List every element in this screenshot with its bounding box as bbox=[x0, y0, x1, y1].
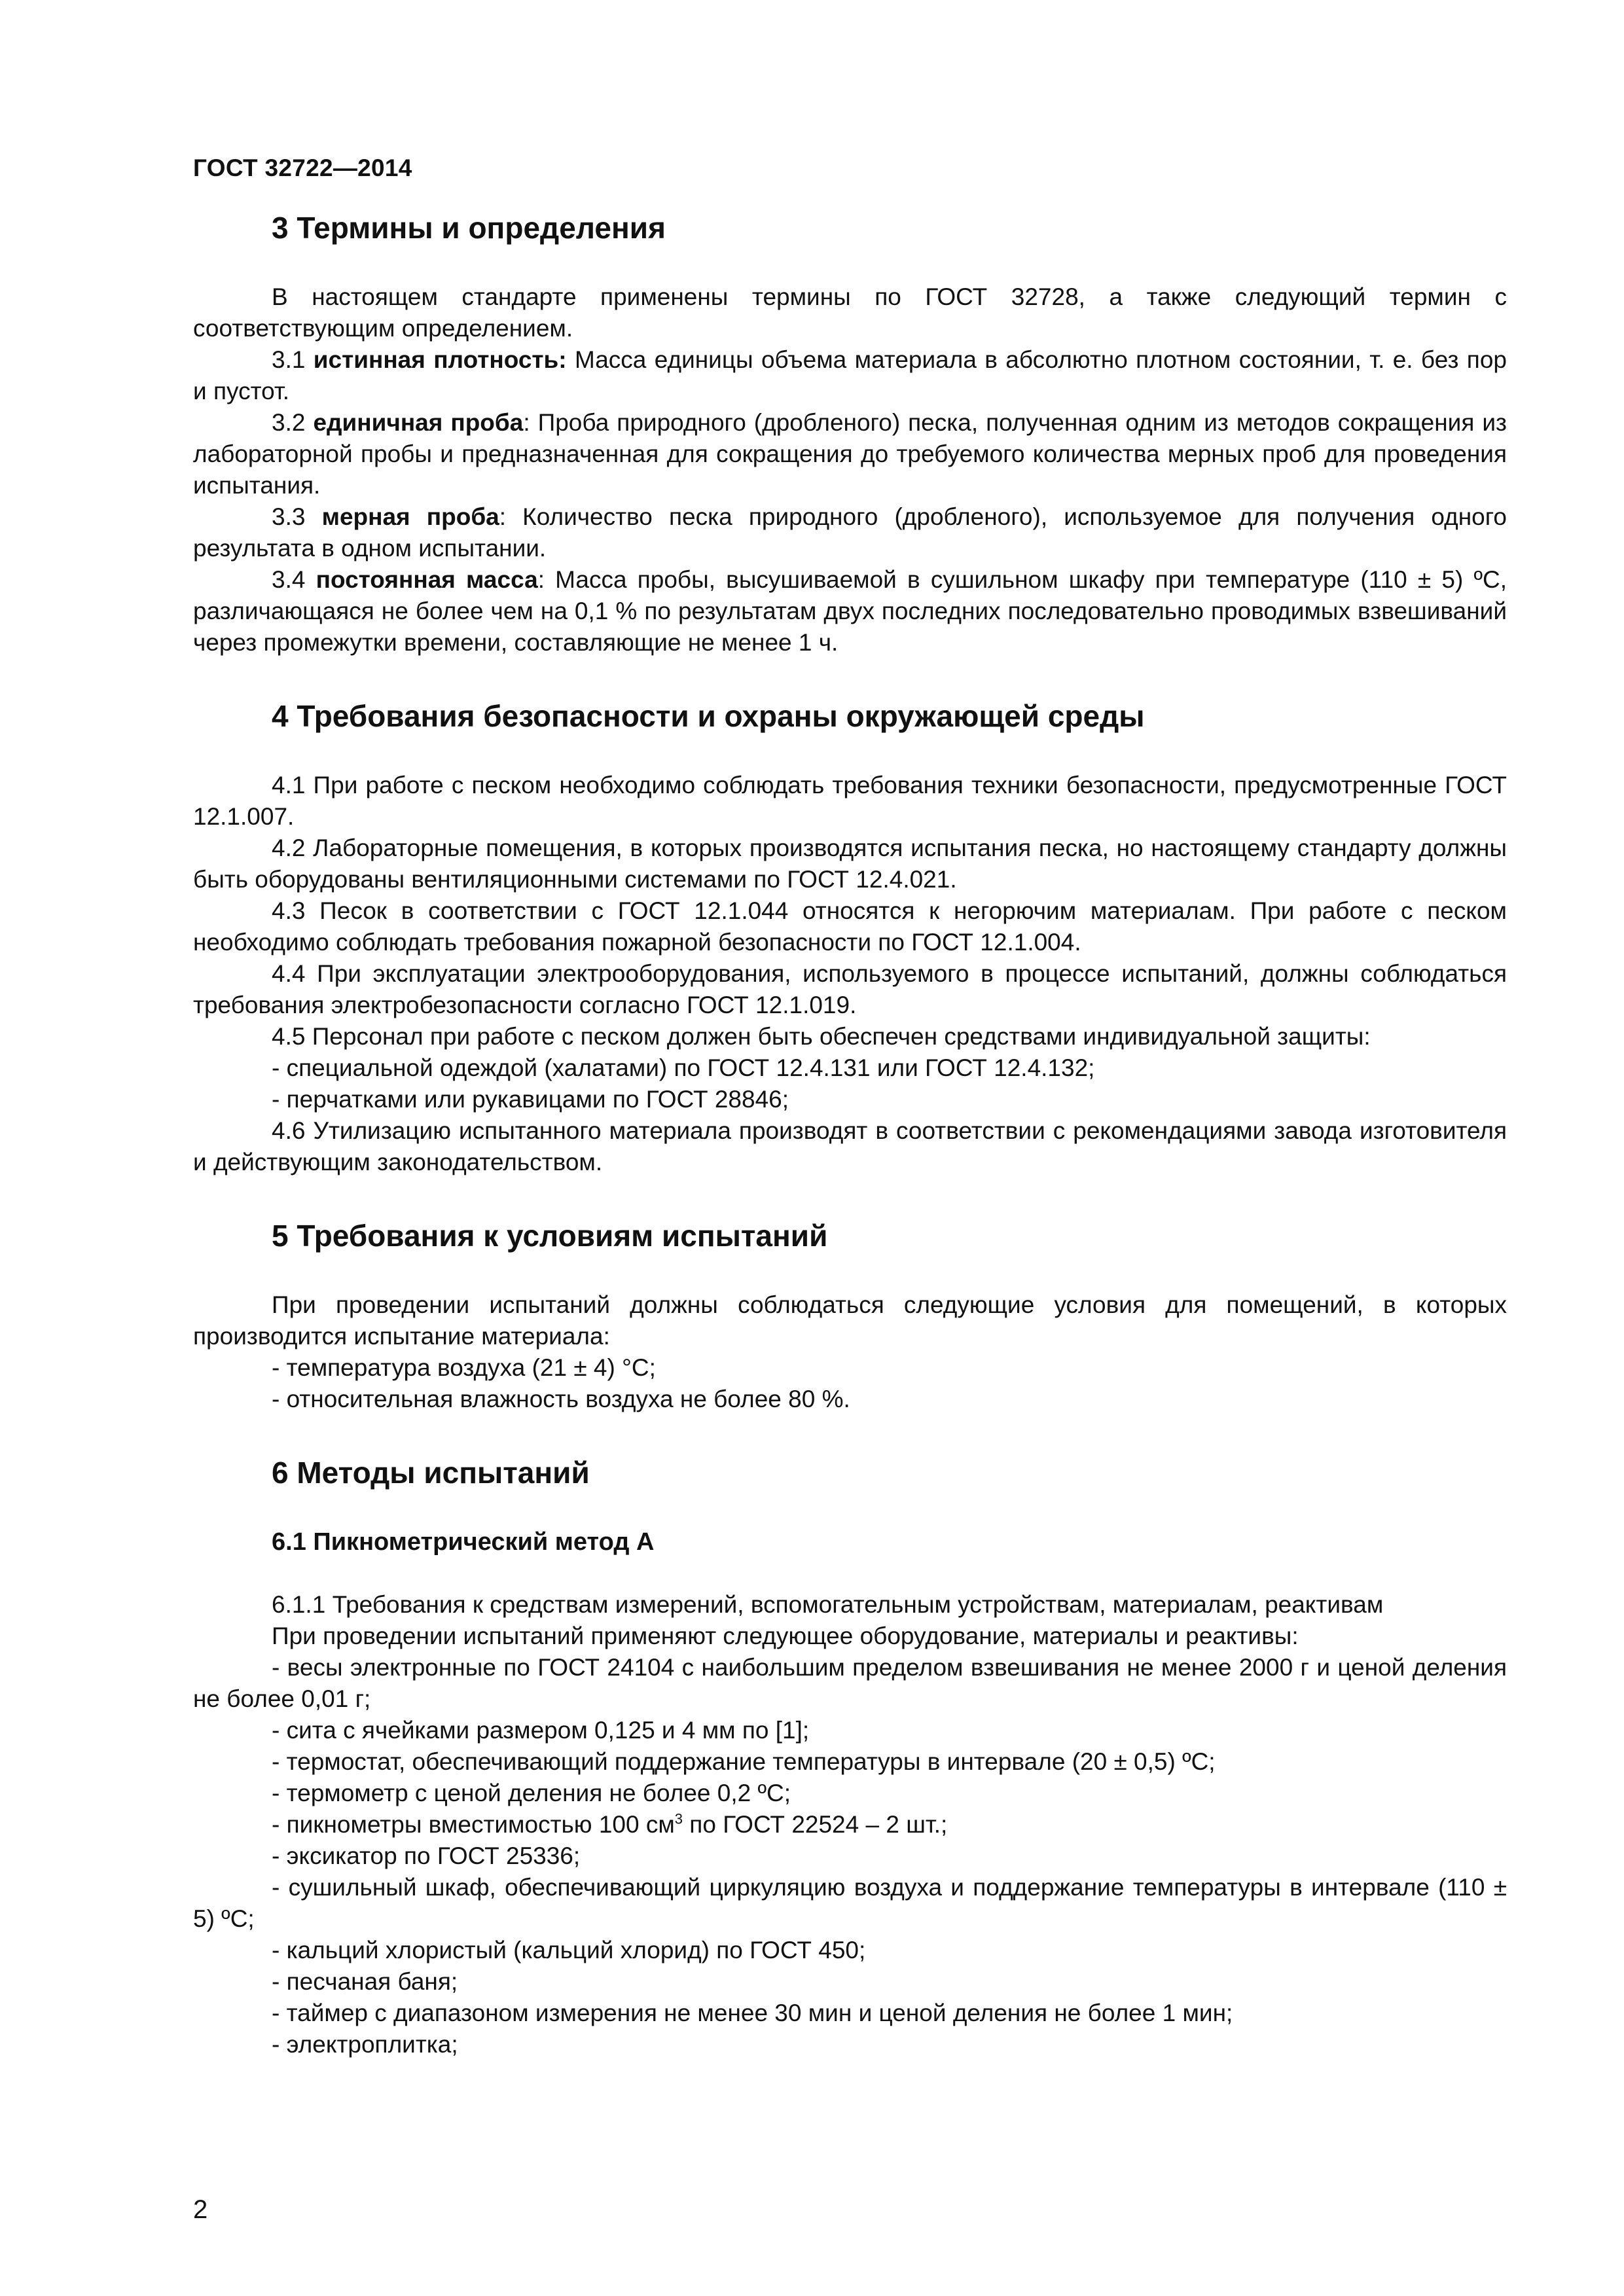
section-5-intro: При проведении испытаний должны соблюдаться следующие условия для помещений, в которых производится испытание материала: bbox=[193, 1291, 1507, 1350]
section-3-title: 3 Термины и определения bbox=[272, 211, 666, 245]
list-item: - термостат, обеспечивающий поддержание температуры в интервале (20 ± 0,5) ºС; bbox=[272, 1748, 1216, 1775]
para-4-2: 4.2 Лабораторные помещения, в которых производятся испытания песка, но настоящему стандарту должны быть оборудованы вентиляционными системами по ГОСТ 12.4.021. bbox=[193, 834, 1507, 893]
list-item: - пикнометры вместимостью 100 $см^3$ по ГОСТ 22524 – 2 шт.; bbox=[272, 1810, 948, 1838]
term-3-2: 3.2 единичная проба: Проба природного (дробленого) песка, полученная одним из методов сокращения из лабораторной пробы и предназначенная для сокращения до требуемого количества мерных проб для проведения испытания. bbox=[193, 409, 1507, 499]
section-4-title: 4 Требования безопасности и охраны окружающей среды bbox=[272, 699, 1145, 733]
page-number: 2 bbox=[193, 2195, 208, 2224]
list-item: - кальций хлористый (кальций хлорид) по ГОСТ 450; bbox=[272, 1937, 866, 1964]
subsection-6-1-title: 6.1 Пикнометрический метод А bbox=[272, 1528, 655, 1556]
list-item: - таймер с диапазоном измерения не менее 30 мин и ценой деления не более 1 мин; bbox=[272, 2000, 1233, 2026]
list-item: - эксикатор по ГОСТ 25336; bbox=[272, 1842, 581, 1869]
list-item: - термометр с ценой деления не более 0,2 ºС; bbox=[272, 1780, 791, 1806]
para-4-6: 4.6 Утилизацию испытанного материала производят в соответствии с рекомендациями завода изготовителя и действующим законодательством. bbox=[193, 1117, 1507, 1175]
list-item: - температура воздуха (21 ± 4) °С; bbox=[272, 1354, 656, 1381]
list-item: - сушильный шкаф, обеспечивающий циркуляцию воздуха и поддержание температуры в интервале (110 ± 5) ºС; bbox=[193, 1874, 1507, 1932]
list-item: - электроплитка; bbox=[272, 2031, 458, 2058]
list-item: - специальной одеждой (халатами) по ГОСТ 12.4.131 или ГОСТ 12.4.132; bbox=[272, 1054, 1095, 1081]
document-header: ГОСТ 32722—2014 bbox=[193, 154, 412, 181]
list-item: - песчаная баня; bbox=[272, 1968, 458, 1995]
term-3-3: 3.3 мерная проба: Количество песка природного (дробленого), используемое для получения одного результата в одном испытании. bbox=[193, 503, 1507, 562]
section-3-intro: В настоящем стандарте применены термины по ГОСТ 32728, а также следующий термин с соответствующим определением. bbox=[193, 283, 1507, 342]
list-item: - перчатками или рукавицами по ГОСТ 28846; bbox=[272, 1086, 789, 1113]
list-item: - весы электронные по ГОСТ 24104 с наибольшим пределом взвешивания не менее 2000 г и ценой деления не более 0,01 г; bbox=[193, 1654, 1507, 1712]
para-6-1-1: 6.1.1 Требования к средствам измерений, вспомогательным устройствам, материалам, реактивам bbox=[272, 1591, 1384, 1618]
para-4-5: 4.5 Персонал при работе с песком должен быть обеспечен средствами индивидуальной защиты: bbox=[272, 1023, 1371, 1050]
para-4-4: 4.4 При эксплуатации электрооборудования, используемого в процессе испытаний, должны соблюдаться требования электробезопасности согласно ГОСТ 12.1.019. bbox=[193, 960, 1507, 1018]
term-3-1: 3.1 истинная плотность: Масса единицы объема материала в абсолютно плотном состоянии, т. е. без пор и пустот. bbox=[193, 346, 1507, 404]
section-5-title: 5 Требования к условиям испытаний bbox=[272, 1219, 828, 1253]
page-content bbox=[193, 209, 1507, 2060]
term-3-4: 3.4 постоянная масса: Масса пробы, высушиваемой в сушильном шкафу при температуре (110 ± 5) ºС, различающаяся не более чем на 0,1 % по результатам двух последних последовательно проводимых взвешиваний через промежутки времени, составляющие не менее 1 ч. bbox=[193, 566, 1507, 656]
para-4-3: 4.3 Песок в соответствии с ГОСТ 12.1.044 относятся к негорючим материалам. При работе с песком необходимо соблюдать требования пожарной безопасности по ГОСТ 12.1.004. bbox=[193, 897, 1507, 956]
equipment-intro: При проведении испытаний применяют следующее оборудование, материалы и реактивы: bbox=[272, 1623, 1299, 1649]
para-4-1: 4.1 При работе с песком необходимо соблюдать требования техники безопасности, предусмотренные ГОСТ 12.1.007. bbox=[193, 772, 1507, 830]
list-item: - сита с ячейками размером 0,125 и 4 мм по [1]; bbox=[272, 1717, 810, 1744]
section-6-title: 6 Методы испытаний bbox=[272, 1456, 590, 1490]
list-item: - относительная влажность воздуха не более 80 %. bbox=[272, 1386, 850, 1412]
